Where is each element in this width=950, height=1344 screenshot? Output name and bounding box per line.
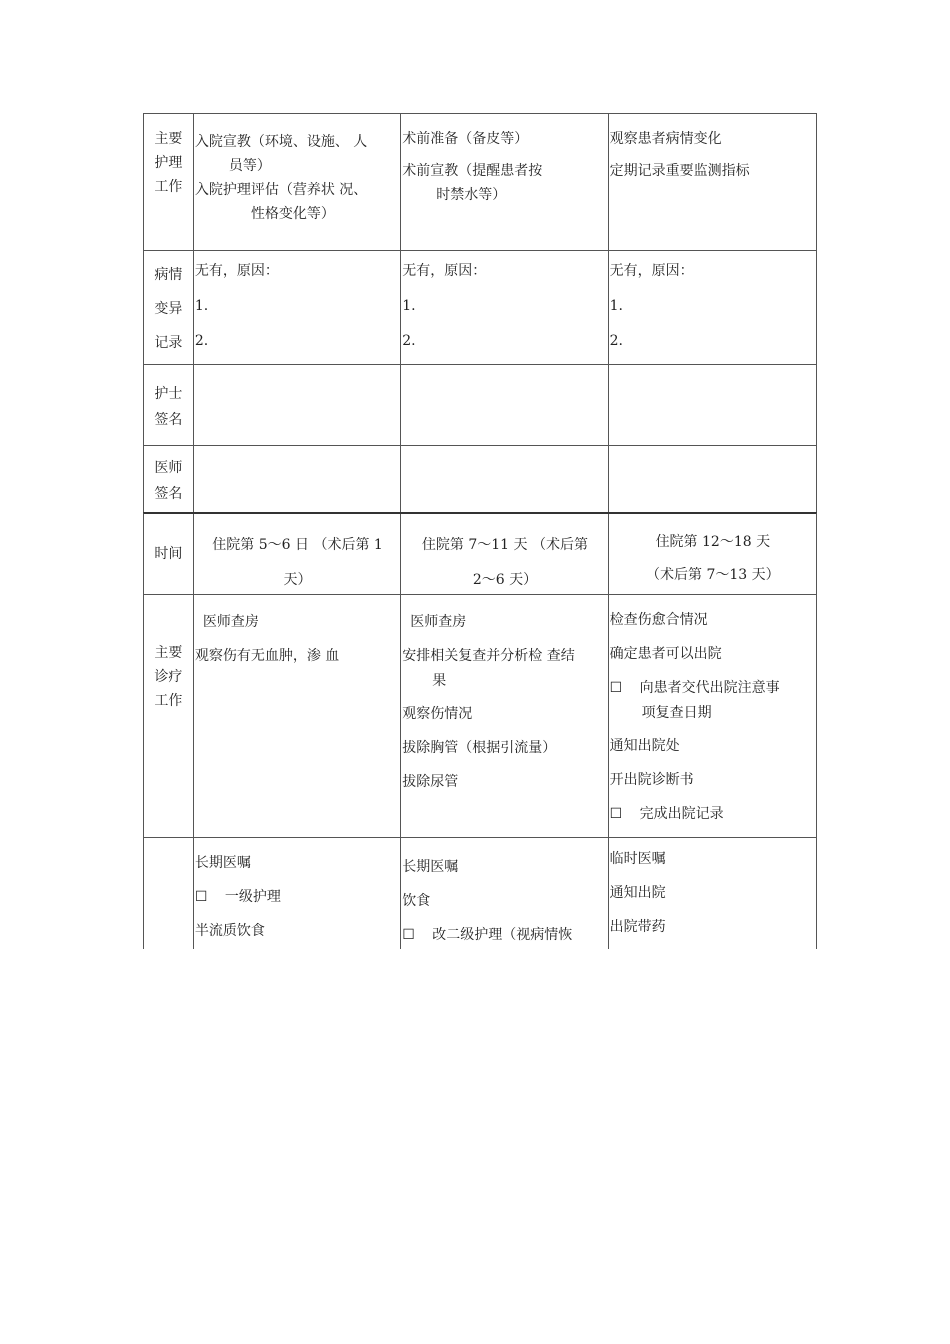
orders-col-3 — [609, 838, 816, 949]
cell-line: 定期记录重要监测指标 — [609, 163, 750, 179]
cell-line: 观察伤情况 — [402, 706, 473, 722]
label-line: 主要 — [154, 645, 183, 661]
checkbox-item — [402, 918, 607, 952]
orders-col-1 — [194, 838, 401, 949]
row-label-doctor-signature — [144, 446, 194, 512]
variance-col-3 — [609, 251, 816, 364]
label-line: 主要 — [154, 131, 183, 147]
diagnosis-col-1 — [194, 595, 401, 837]
row-doctor-signature — [143, 445, 817, 512]
cell-line: 出院带药 — [609, 919, 666, 935]
row-nurse-signature — [143, 364, 817, 445]
label-line: 工作 — [154, 693, 183, 709]
checkbox-item — [610, 671, 816, 705]
diagnosis-col-3 — [609, 595, 816, 837]
variance-reason: 无有，原因： — [402, 263, 487, 279]
nurse-signature-col-3[interactable] — [609, 365, 816, 445]
row-label-time — [144, 514, 194, 594]
cell-line: 观察伤有无血肿，渗 血 — [194, 648, 340, 664]
cell-line: 完成出院记录 — [639, 806, 724, 822]
clinical-pathway-table — [143, 113, 817, 949]
time-col-2 — [401, 514, 608, 594]
label-line: 签名 — [154, 412, 183, 428]
cell-line: 时禁水等） — [436, 187, 507, 203]
orders-col-2 — [401, 838, 608, 949]
cell-line: 入院宣教（环境、设施、 人 — [194, 134, 368, 150]
cell-line: 通知出院处 — [609, 738, 680, 754]
cell-line: 一级护理 — [224, 889, 281, 905]
nursing-col-1 — [194, 114, 401, 250]
cell-line: 住院第 5〜6 日 （术后第 1 — [212, 537, 383, 553]
cell-line: 术前准备（备皮等） — [402, 131, 529, 147]
variance-reason: 无有，原因： — [609, 263, 694, 279]
checkbox-icon[interactable]: ☐ — [194, 889, 208, 905]
label-line: 医师 — [154, 460, 183, 476]
variance-item-1: 1. — [194, 298, 209, 314]
row-variance-record — [143, 250, 817, 364]
label-line: 护士 — [154, 386, 183, 402]
checkbox-item — [610, 797, 816, 831]
variance-reason: 无有，原因： — [194, 263, 279, 279]
row-orders — [143, 837, 817, 949]
variance-item-2: 2. — [609, 333, 623, 349]
label-line: 病情 — [154, 267, 183, 283]
time-col-3 — [609, 514, 816, 594]
row-label-main-diagnosis — [144, 595, 194, 837]
checkbox-icon[interactable]: ☐ — [402, 927, 415, 943]
variance-item-1: 1. — [609, 298, 623, 314]
cell-line: 观察患者病情变化 — [609, 131, 722, 147]
cell-line: 天） — [283, 572, 312, 588]
label-line: 诊疗 — [154, 669, 183, 685]
doctor-signature-col-3[interactable] — [609, 446, 816, 512]
row-time — [143, 512, 817, 594]
cell-line: 2〜6 天） — [472, 572, 538, 588]
cell-line: 医师查房 — [410, 614, 467, 630]
label-line: 时间 — [154, 546, 183, 562]
nursing-col-3 — [609, 114, 816, 250]
label-line: 工作 — [154, 179, 183, 195]
cell-line: 长期医嘱 — [194, 855, 251, 871]
doctor-signature-col-1[interactable] — [194, 446, 401, 512]
row-main-nursing — [143, 113, 817, 250]
cell-line: 住院第 7〜11 天 （术后第 — [421, 537, 588, 553]
cell-line: （术后第 7〜13 天） — [646, 567, 780, 583]
variance-col-1 — [194, 251, 401, 364]
cell-line: 住院第 12〜18 天 — [655, 534, 771, 550]
label-line: 变异 — [154, 301, 183, 317]
cell-line: 安排相关复查并分析检 查结 — [402, 648, 575, 664]
row-label-orders — [144, 838, 194, 949]
cell-line: 改二级护理（视病情恢 — [432, 927, 573, 943]
diagnosis-col-2 — [401, 595, 608, 837]
row-label-main-nursing — [144, 114, 194, 250]
row-label-variance — [144, 251, 194, 364]
cell-line: 向患者交代出院注意事 — [639, 680, 780, 696]
variance-item-2: 2. — [194, 333, 209, 349]
label-line: 记录 — [154, 335, 183, 351]
checkbox-icon[interactable]: ☐ — [609, 680, 623, 696]
row-label-nurse-signature — [144, 365, 194, 445]
doctor-signature-col-2[interactable] — [401, 446, 608, 512]
cell-line: 拔除尿管 — [402, 774, 459, 790]
cell-line: 半流质饮食 — [194, 923, 265, 939]
label-line: 签名 — [154, 486, 183, 502]
nurse-signature-col-2[interactable] — [401, 365, 608, 445]
time-col-1 — [194, 514, 401, 594]
cell-line: 项复查日期 — [641, 705, 712, 721]
cell-line: 通知出院 — [609, 885, 666, 901]
cell-line: 员等） — [228, 158, 271, 174]
label-line: 护理 — [154, 155, 183, 171]
cell-line: 拔除胸管（根据引流量） — [402, 740, 557, 756]
nursing-col-2 — [401, 114, 608, 250]
variance-item-1: 1. — [402, 298, 416, 314]
checkbox-item — [195, 880, 400, 914]
cell-line: 临时医嘱 — [609, 851, 666, 867]
cell-line: 饮食 — [402, 893, 431, 909]
cell-line: 果 — [432, 673, 447, 689]
nurse-signature-col-1[interactable] — [194, 365, 401, 445]
cell-line: 性格变化等） — [250, 206, 335, 222]
cell-line: 确定患者可以出院 — [609, 646, 722, 662]
cell-line: 开出院诊断书 — [609, 772, 694, 788]
cell-line: 术前宣教（提醒患者按 — [402, 163, 543, 179]
cell-line: 检查伤愈合情况 — [609, 612, 708, 628]
variance-col-2 — [401, 251, 608, 364]
row-main-diagnosis — [143, 594, 817, 837]
cell-line: 医师查房 — [202, 614, 259, 630]
variance-item-2: 2. — [402, 333, 416, 349]
cell-line: 入院护理评估（营养状 况、 — [194, 182, 368, 198]
checkbox-icon[interactable]: ☐ — [609, 806, 623, 822]
cell-line: 长期医嘱 — [402, 859, 459, 875]
